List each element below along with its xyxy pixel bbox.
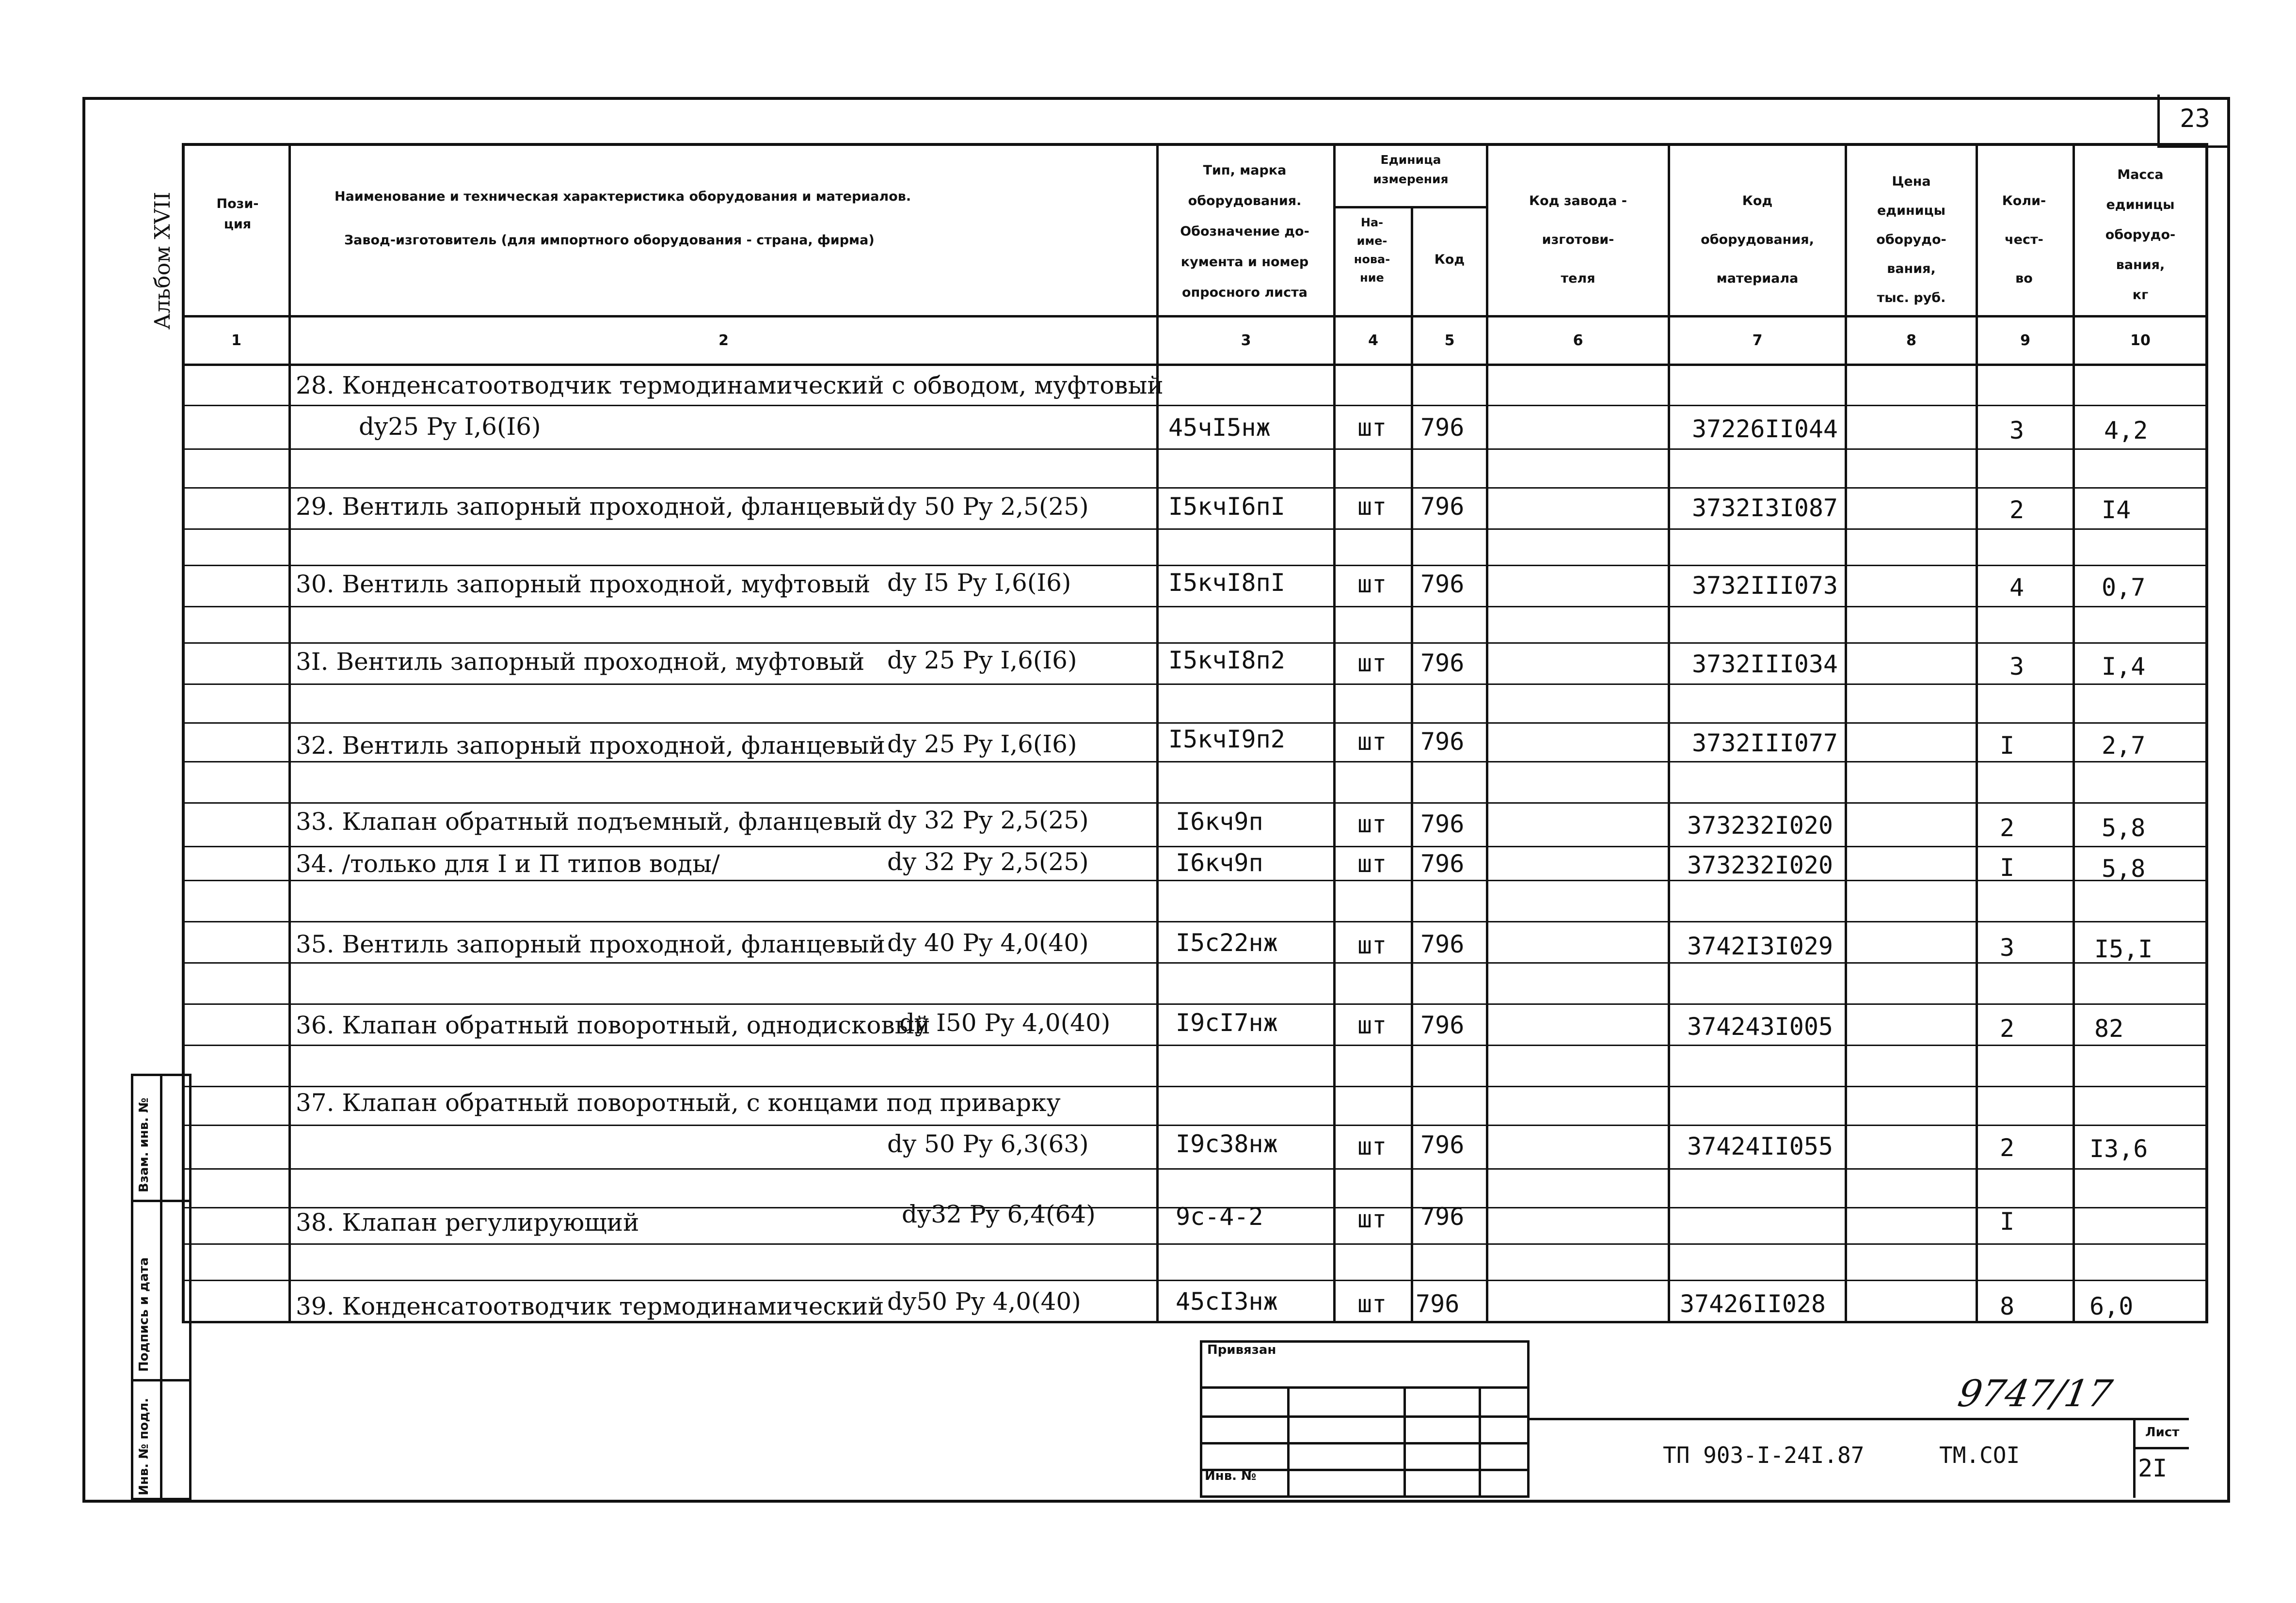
item-34-code: 796 (1420, 850, 1465, 878)
item-34-mass: 5,8 (2102, 855, 2146, 883)
item-35-code: 796 (1420, 930, 1465, 958)
item-28-mass: 4,2 (2104, 416, 2148, 444)
item-37-qty: 2 (2000, 1134, 2015, 1162)
header-plant-code: Код завода - изготови- теля (1529, 193, 1627, 286)
col-number-1: 1 (231, 332, 241, 349)
item-29-qty: 2 (2009, 496, 2025, 524)
header-unit-name: На- име- нова- ние (1354, 216, 1390, 285)
header-position: Пози- ция (216, 196, 259, 232)
item-39-code: 796 (1416, 1290, 1460, 1318)
item-29-code: 796 (1420, 492, 1465, 521)
header-name-line2: Завод-изготовитель (для импортного оборудования - страна, фирма) (344, 233, 875, 248)
item-33-mat: 373232I020 (1687, 811, 1834, 840)
item-37-code: 796 (1420, 1131, 1465, 1159)
item-31-type: I5кчI8п2 (1168, 646, 1285, 674)
item-36-param: dy I50 Py 4,0(40) (899, 1009, 1111, 1037)
item-37-type: I9с38нж (1176, 1130, 1278, 1158)
item-38-unit: шт (1357, 1205, 1387, 1233)
item-30-mass: 0,7 (2102, 573, 2146, 602)
item-39-param: dy50 Py 4,0(40) (887, 1287, 1081, 1316)
item-34-unit: шт (1357, 850, 1387, 878)
sheet-number-top: 23 (2180, 104, 2210, 133)
item-28-unit: шт (1357, 413, 1387, 442)
item-34-qty: I (2000, 854, 2015, 882)
item-32-qty: I (2000, 731, 2015, 760)
item-34-mat: 373232I020 (1687, 851, 1834, 879)
item-38-name: 38. Клапан регулирующий (296, 1208, 639, 1237)
col-number-7: 7 (1752, 332, 1763, 349)
item-29-mass: I4 (2102, 496, 2131, 524)
item-30-mat: 3732III073 (1692, 571, 1838, 600)
item-34-name: 34. /только для I и П типов воды/ (296, 850, 720, 878)
item-35-unit: шт (1357, 931, 1387, 959)
item-31-name: 3I. Вентиль запорный проходной, муфтовый (296, 648, 865, 676)
list-number: 2I (2138, 1454, 2168, 1482)
item-33-type: I6кч9п (1176, 808, 1263, 836)
item-36-code: 796 (1420, 1011, 1465, 1039)
item-30-type: I5кчI8пI (1168, 569, 1285, 597)
list-label: Лист (2145, 1425, 2180, 1440)
item-30-param: dy I5 Py I,6(I6) (887, 569, 1071, 597)
item-37-mat: 37424II055 (1687, 1132, 1834, 1160)
item-28-name: 28. Конденсатоотводчик термодинамический с обводом, муфтовый (296, 371, 1164, 399)
item-35-param: dy 40 Py 4,0(40) (887, 929, 1089, 957)
item-28-code: 796 (1420, 413, 1465, 442)
item-38-code: 796 (1420, 1203, 1465, 1231)
item-31-param: dy 25 Py I,6(I6) (887, 646, 1077, 674)
item-37-unit: шт (1357, 1132, 1387, 1160)
album-label: Альбом XVII (150, 191, 175, 330)
item-37-param: dy 50 Py 6,3(63) (887, 1130, 1089, 1158)
header-quantity: Коли- чест- во (2002, 193, 2046, 286)
item-32-unit: шт (1357, 728, 1387, 756)
item-39-name: 39. Конденсатоотводчик термодинамический (296, 1292, 884, 1320)
item-35-mat: 3742I3I029 (1687, 932, 1834, 960)
item-38-type: 9с-4-2 (1176, 1203, 1263, 1231)
privyazan-label: Привязан (1207, 1343, 1276, 1357)
col-number-2: 2 (718, 332, 729, 349)
item-37-name: 37. Клапан обратный поворотный, с концами под приварку (296, 1089, 1061, 1117)
header-type: Тип, марка оборудования. Обозначение до- кумента и номер опросного листа (1180, 163, 1309, 300)
item-33-name: 33. Клапан обратный подъемный, фланцевый (296, 808, 882, 836)
document-suffix: ТМ.COI (1939, 1442, 2020, 1468)
item-31-mass: I,4 (2102, 652, 2146, 681)
item-30-unit: шт (1357, 570, 1387, 598)
item-32-param: dy 25 Py I,6(I6) (887, 730, 1077, 758)
item-32-mass: 2,7 (2102, 731, 2146, 760)
item-29-mat: 3732I3I087 (1692, 494, 1838, 522)
item-31-code: 796 (1420, 649, 1465, 677)
item-31-mat: 3732III034 (1692, 650, 1838, 678)
item-28-mat: 37226II044 (1692, 415, 1838, 443)
header-name-line1: Наименование и техническая характеристика оборудования и материалов. (335, 189, 911, 204)
inv-number-label: Инв. № (1205, 1469, 1257, 1483)
item-36-unit: шт (1357, 1011, 1387, 1039)
item-33-param: dy 32 Py 2,5(25) (887, 806, 1089, 834)
item-28-name-cont: dy25 Py I,6(I6) (359, 413, 541, 441)
header-unit-code: Код (1434, 252, 1465, 267)
item-29-param: dy 50 Py 2,5(25) (887, 492, 1089, 521)
side-label-vzam: Взам. инв. № (137, 1097, 151, 1192)
item-29-unit: шт (1357, 492, 1387, 521)
side-label-inv-podl: Инв. № подл. (137, 1397, 151, 1495)
item-37-mass: I3,6 (2089, 1135, 2148, 1163)
col-number-4: 4 (1368, 332, 1378, 349)
col-number-6: 6 (1573, 332, 1583, 349)
col-number-10: 10 (2130, 332, 2151, 349)
item-30-name: 30. Вентиль запорный проходной, муфтовый (296, 570, 871, 598)
item-39-unit: шт (1357, 1290, 1387, 1318)
item-35-qty: 3 (2000, 934, 2015, 962)
item-29-name: 29. Вентиль запорный проходной, фланцевый (296, 492, 885, 521)
item-29-type: I5кчI6пI (1168, 492, 1285, 521)
item-39-mass: 6,0 (2089, 1292, 2134, 1320)
item-35-mass: I5,I (2094, 935, 2153, 963)
item-31-unit: шт (1357, 649, 1387, 677)
item-36-qty: 2 (2000, 1015, 2015, 1043)
item-32-name: 32. Вентиль запорный проходной, фланцевый (296, 731, 885, 760)
item-30-qty: 4 (2009, 573, 2025, 602)
col-number-3: 3 (1241, 332, 1251, 349)
item-36-mass: 82 (2094, 1015, 2124, 1043)
item-36-mat: 374243I005 (1687, 1013, 1834, 1041)
item-32-code: 796 (1420, 728, 1465, 756)
item-34-param: dy 32 Py 2,5(25) (887, 848, 1089, 876)
item-33-code: 796 (1420, 810, 1465, 838)
item-32-type: I5кчI9п2 (1168, 725, 1285, 753)
item-38-param: dy32 Py 6,4(64) (902, 1200, 1096, 1228)
item-39-qty: 8 (2000, 1292, 2015, 1320)
side-label-podpis: Подпись и дата (137, 1257, 151, 1372)
col-number-9: 9 (2020, 332, 2030, 349)
handwritten-number: 9747/17 (1955, 1372, 2116, 1415)
item-31-qty: 3 (2009, 652, 2025, 681)
sheet-number-box (2157, 95, 2230, 148)
item-28-type: 45чI5нж (1168, 413, 1271, 442)
item-33-qty: 2 (2000, 814, 2015, 842)
item-33-mass: 5,8 (2102, 814, 2146, 842)
item-33-unit: шт (1357, 810, 1387, 838)
item-36-name: 36. Клапан обратный поворотный, однодисковый (296, 1011, 930, 1039)
item-35-type: I5с22нж (1176, 929, 1278, 957)
item-30-code: 796 (1420, 570, 1465, 598)
item-35-name: 35. Вентиль запорный проходной, фланцевый (296, 930, 885, 958)
item-28-qty: 3 (2009, 416, 2025, 444)
document-code: ТП 903-I-24I.87 (1663, 1442, 1865, 1468)
col-number-8: 8 (1906, 332, 1916, 349)
col-number-5: 5 (1444, 332, 1455, 349)
header-unit-group: Единица измерения (1373, 153, 1449, 186)
item-36-type: I9сI7нж (1176, 1009, 1278, 1037)
item-34-type: I6кч9п (1176, 849, 1263, 877)
item-32-mat: 3732III077 (1692, 729, 1838, 757)
header-material-code: Код оборудования, материала (1701, 193, 1814, 286)
item-39-type: 45сI3нж (1176, 1287, 1278, 1316)
header-price: Цена единицы оборудо- вания, тыс. руб. (1876, 174, 1946, 305)
item-38-qty: I (2000, 1207, 2015, 1236)
header-mass: Масса единицы оборудо- вания, кг (2105, 167, 2176, 302)
item-39-mat: 37426II028 (1680, 1290, 1826, 1318)
